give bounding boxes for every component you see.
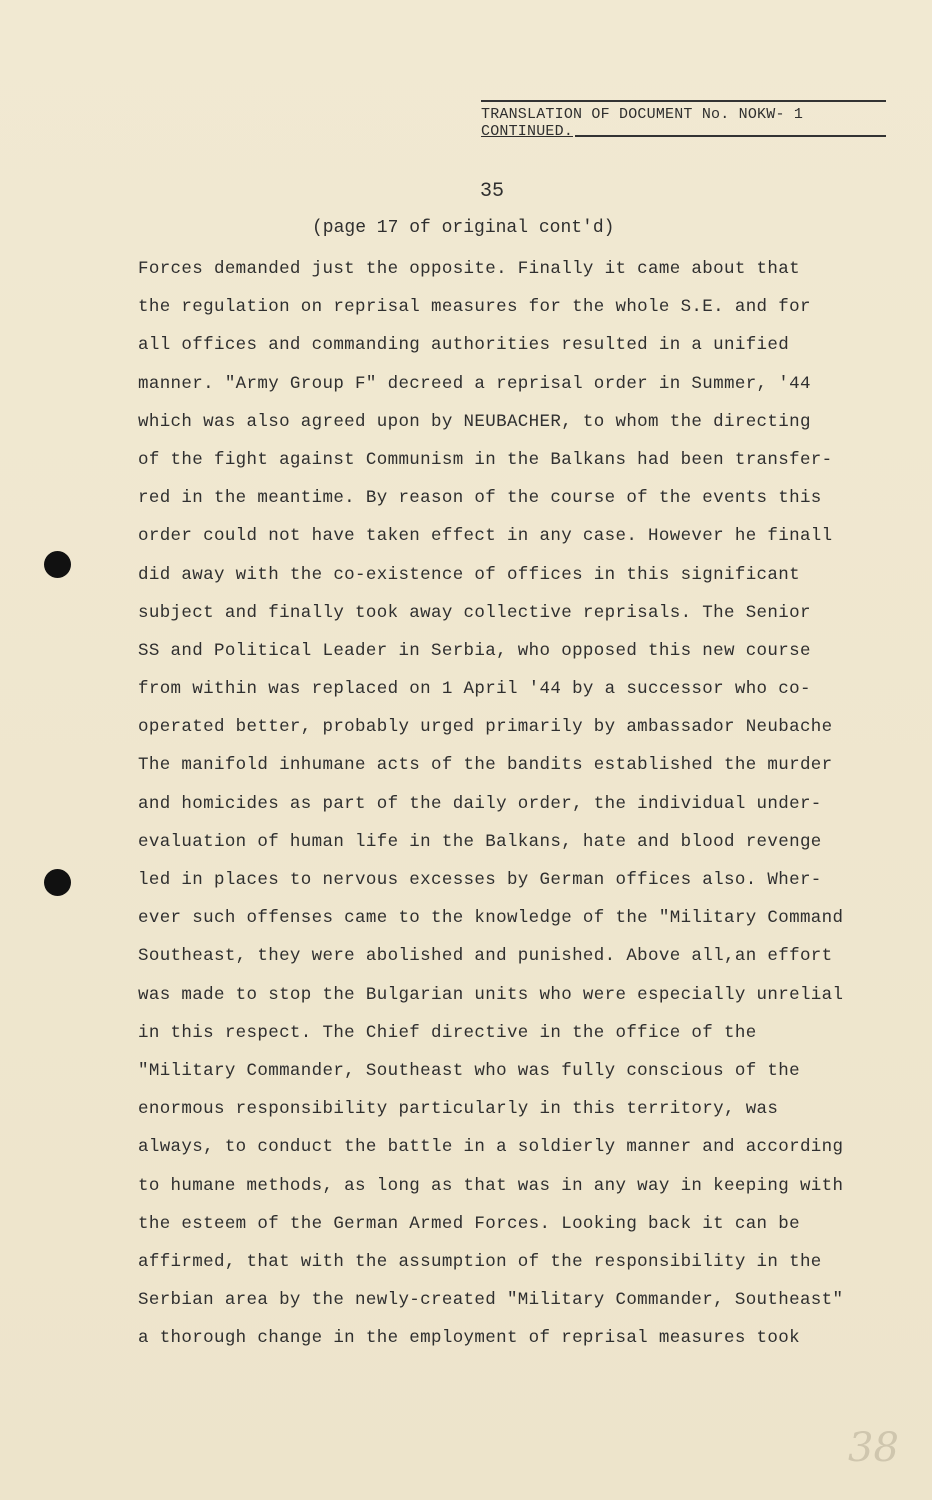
body-line: affirmed, that with the assumption of the responsibility in the <box>138 1251 822 1272</box>
header-underline-fill <box>575 135 886 137</box>
body-line: Serbian area by the newly-created "Military Commander, Southeast" <box>138 1290 844 1311</box>
body-line: which was also agreed upon by NEUBACHER, to whom the directing <box>138 411 811 432</box>
body-line: evaluation of human life in the Balkans, hate and blood revenge <box>138 831 822 852</box>
body-line: always, to conduct the battle in a soldierly manner and according <box>138 1137 844 1158</box>
body-line: did away with the co-existence of offices in this significant <box>138 564 800 585</box>
punch-hole-lower <box>44 869 71 896</box>
body-line: SS and Political Leader in Serbia, who opposed this new course <box>138 640 811 661</box>
body-line: order could not have taken effect in any case. However he finall <box>138 526 833 547</box>
body-line: enormous responsibility particularly in this territory, was <box>138 1099 779 1120</box>
body-line: all offices and commanding authorities resulted in a unified <box>138 335 790 356</box>
body-line: was made to stop the Bulgarian units who were especially unrelial <box>138 984 844 1005</box>
punch-hole-upper <box>44 551 71 578</box>
body-line: and homicides as part of the daily order, the individual under- <box>138 793 822 814</box>
body-line: the esteem of the German Armed Forces. Looking back it can be <box>138 1213 800 1234</box>
body-line: Forces demanded just the opposite. Finally it came about that <box>138 259 800 279</box>
body-text <box>138 255 888 1362</box>
page-note: (page 17 of original cont'd) <box>312 218 615 238</box>
body-line: subject and finally took away collective reprisals. The Senior <box>138 602 811 623</box>
header-rule <box>481 100 886 102</box>
body-line: The manifold inhumane acts of the bandits established the murder <box>138 755 833 776</box>
body-line: "Military Commander, Southeast who was fully conscious of the <box>138 1060 800 1081</box>
body-line: of the fight against Communism in the Balkans had been transfer- <box>138 449 833 470</box>
document-header <box>481 100 886 140</box>
handwritten-page-number: 38 <box>848 1425 899 1471</box>
body-line: ever such offenses came to the knowledge of the "Military Command <box>138 908 844 929</box>
body-line: to humane methods, as long as that was in any way in keeping with <box>138 1175 844 1196</box>
body-line: from within was replaced on 1 April '44 by a successor who co- <box>138 679 811 700</box>
body-line: a thorough change in the employment of reprisal measures took <box>138 1328 800 1349</box>
body-line: led in places to nervous excesses by German offices also. Wher- <box>138 870 822 890</box>
body-line: Southeast, they were abolished and punished. Above all,an effort <box>138 946 833 967</box>
header-continued: CONTINUED. <box>481 123 574 140</box>
body-line: manner. "Army Group F" decreed a reprisal order in Summer, '44 <box>138 373 811 394</box>
body-line: red in the meantime. By reason of the course of the events this <box>138 488 822 509</box>
body-line: operated better, probably urged primarily by ambassador Neubache <box>138 717 833 738</box>
header-title: TRANSLATION OF DOCUMENT No. NOKW- 1 <box>481 106 804 123</box>
body-line: in this respect. The Chief directive in the office of the <box>138 1022 757 1043</box>
body-line: the regulation on reprisal measures for the whole S.E. and for <box>138 297 811 318</box>
page-number: 35 <box>480 180 505 203</box>
header-continued-row <box>481 123 886 140</box>
